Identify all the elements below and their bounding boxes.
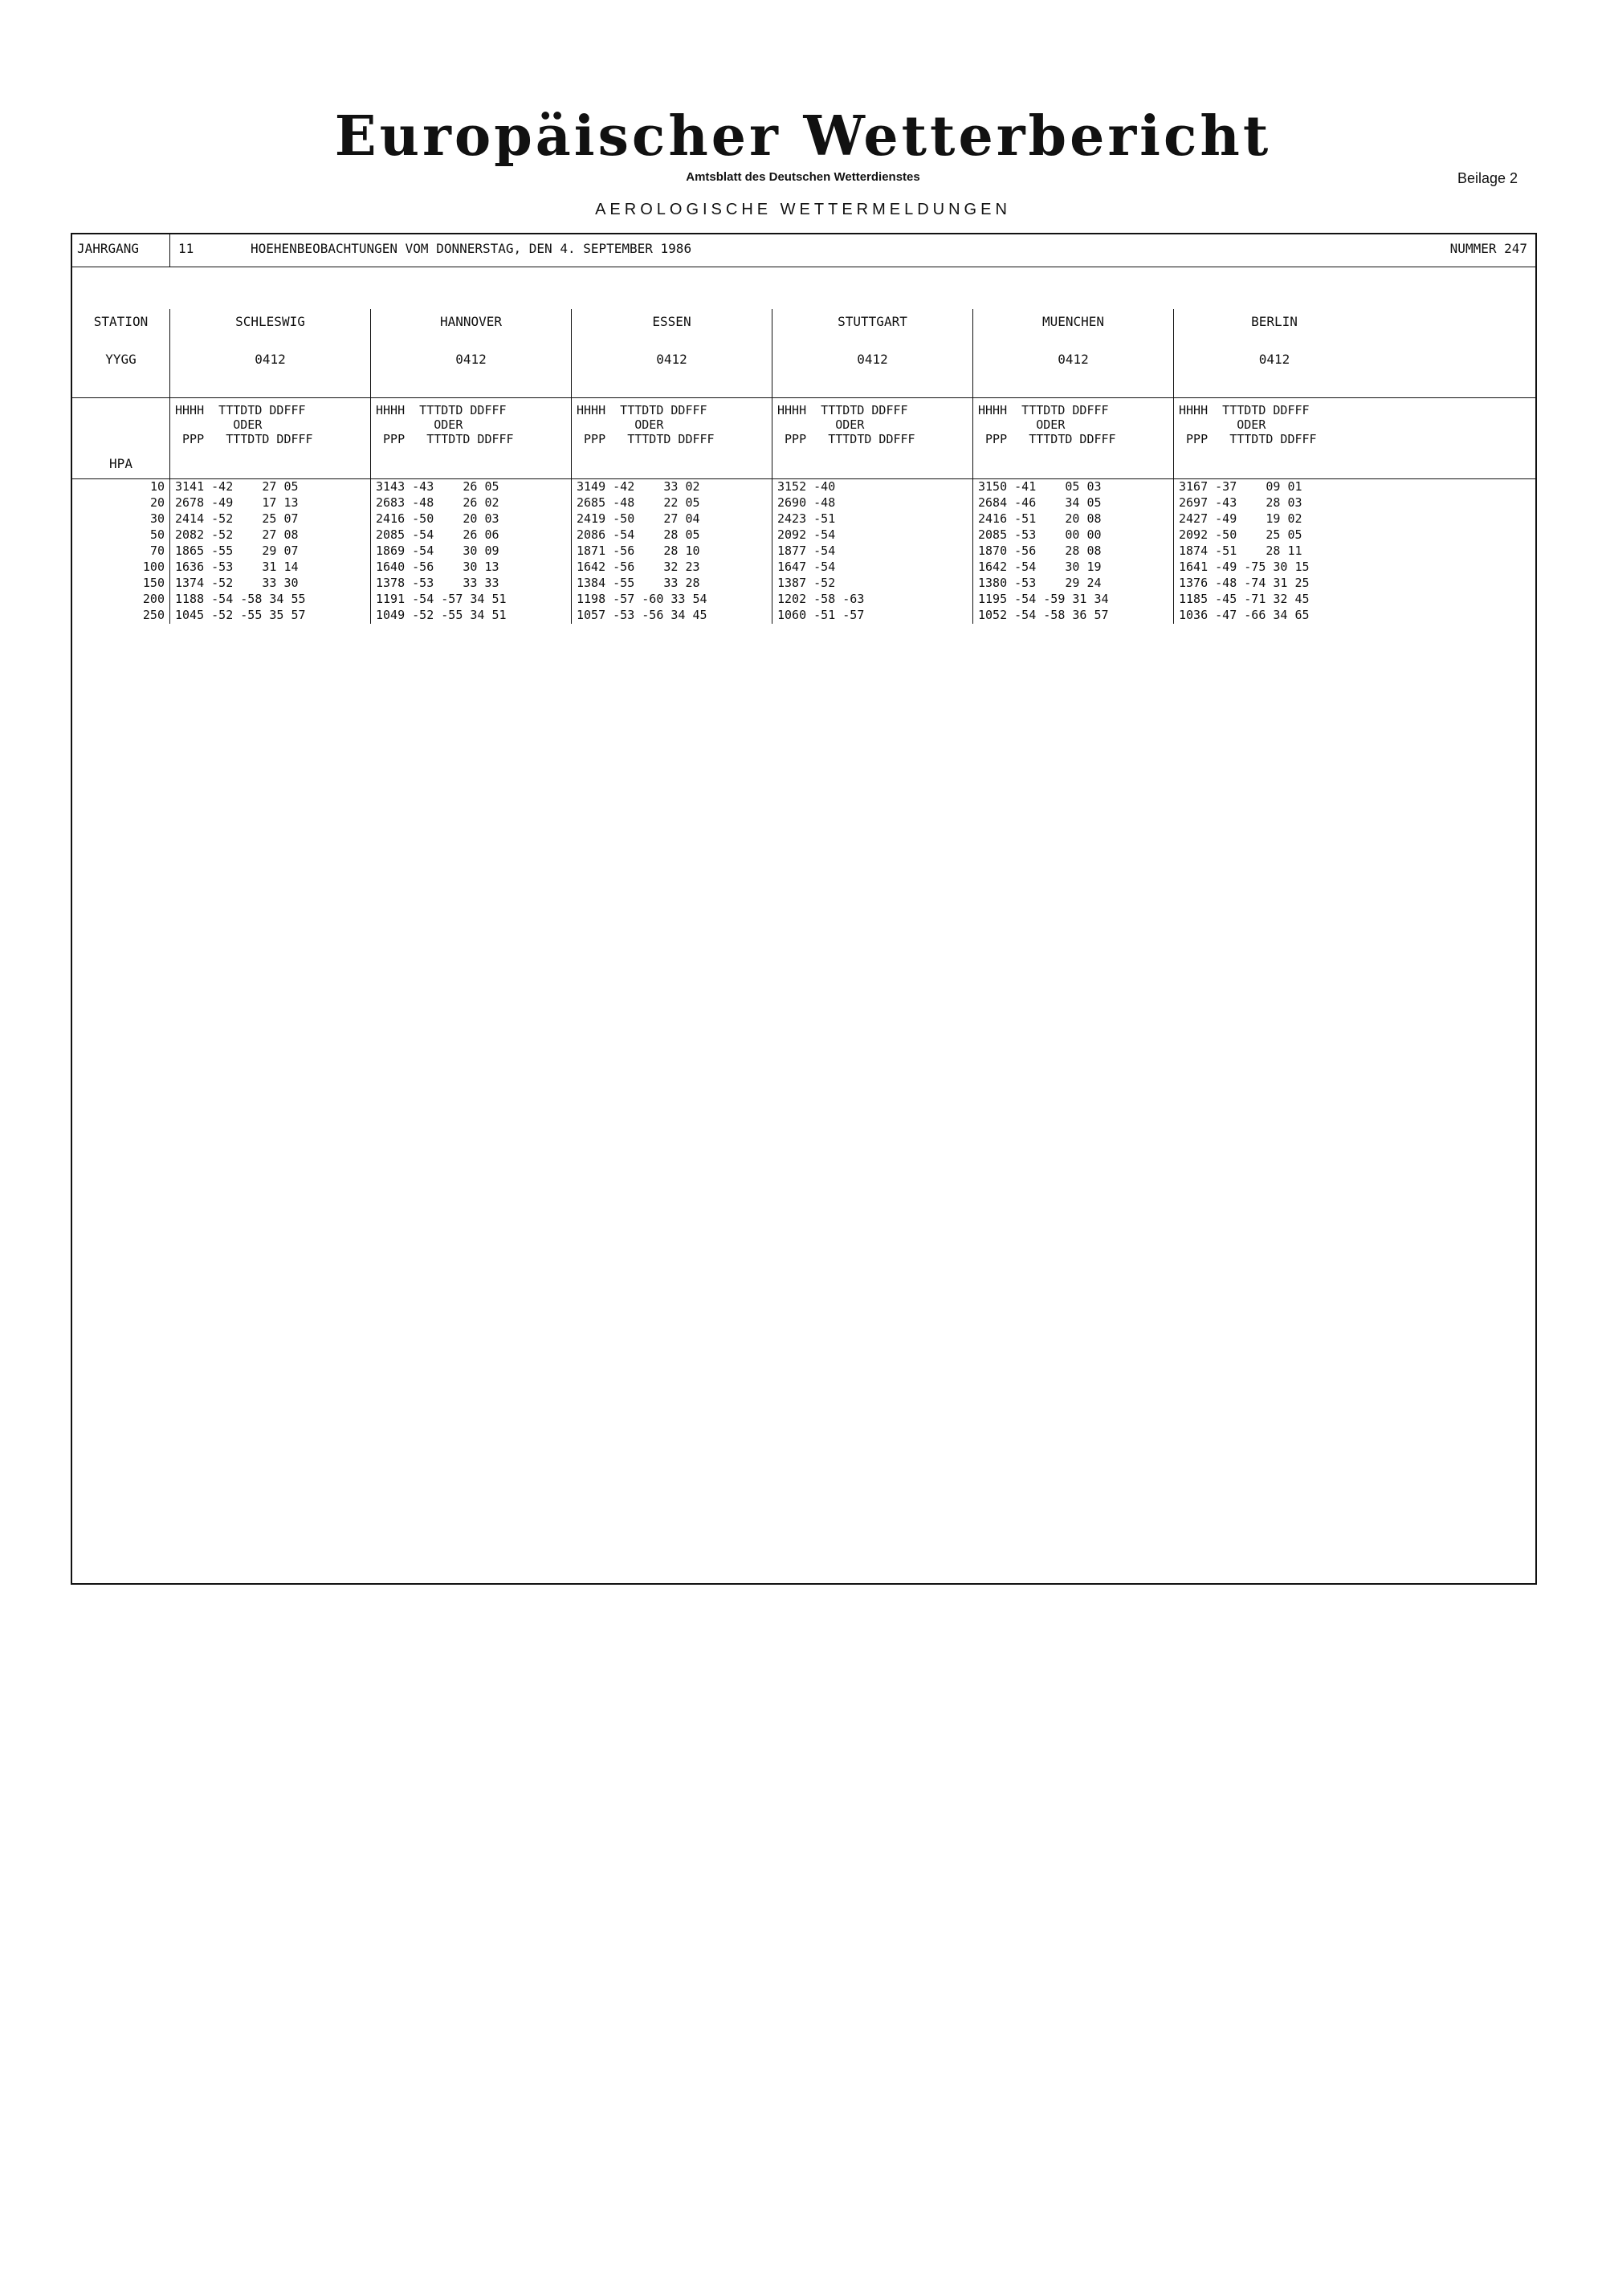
table-cell: 1387 -52 (772, 576, 973, 592)
section-title: AEROLOGISCHE WETTERMELDUNGEN (595, 201, 1011, 218)
table-cell: 2092 -50 25 05 (1179, 527, 1302, 542)
table-cell: 2685 -48 22 05 (572, 495, 772, 511)
data-table (71, 233, 1537, 1585)
table-row (72, 527, 1535, 543)
yygg-label: YYGG (105, 352, 137, 367)
table-row (72, 592, 1535, 608)
supplement-label: Beilage 2 (1457, 170, 1518, 186)
table-cell: 1647 -54 (772, 560, 973, 576)
table-cell: 1636 -53 31 14 (170, 560, 371, 576)
pressure-level: 10 (72, 479, 170, 495)
table-cell: 1191 -54 -57 34 51 (371, 592, 572, 608)
hpa-label: HPA (72, 398, 170, 478)
station-name: SCHLESWIG (235, 314, 305, 329)
table-cell: 2086 -54 28 05 (572, 527, 772, 543)
table-row (72, 608, 1535, 624)
table-cell: 2427 -49 19 02 (1179, 511, 1302, 526)
table-cell: 1874 -51 28 11 (1179, 543, 1302, 558)
table-cell: 1871 -56 28 10 (572, 543, 772, 560)
table-cell: 2414 -52 25 07 (170, 511, 371, 527)
table-cell: 2082 -52 27 08 (170, 527, 371, 543)
pressure-level: 150 (72, 576, 170, 592)
station-yygg: 0412 (857, 352, 888, 367)
table-cell: 1865 -55 29 07 (170, 543, 371, 560)
table-cell: 1036 -47 -66 34 65 (1179, 608, 1310, 622)
pressure-level: 100 (72, 560, 170, 576)
table-headline (72, 234, 1535, 267)
column-header: HHHH TTTDTD DDFFF ODER PPP TTTDTD DDFFF (772, 398, 973, 478)
table-cell: 2085 -53 00 00 (973, 527, 1174, 543)
station-columns (170, 309, 1375, 397)
table-cell: 1060 -51 -57 (772, 608, 973, 624)
table-cell: 1195 -54 -59 31 34 (973, 592, 1174, 608)
station-name: MUENCHEN (1041, 314, 1105, 329)
table-cell: 2416 -50 20 03 (371, 511, 572, 527)
pressure-level: 70 (72, 543, 170, 560)
station-name: STUTTGART (838, 314, 907, 329)
table-cell: 1188 -54 -58 34 55 (170, 592, 371, 608)
table-cell: 1202 -58 -63 (772, 592, 973, 608)
table-cell: 1642 -54 30 19 (973, 560, 1174, 576)
pressure-level: 20 (72, 495, 170, 511)
table-cell: 1384 -55 33 28 (572, 576, 772, 592)
table-cell: 2423 -51 (772, 511, 973, 527)
station-yygg: 0412 (1258, 352, 1290, 367)
column-headers (170, 398, 1375, 478)
pressure-level: 30 (72, 511, 170, 527)
table-row (72, 479, 1535, 495)
report-subtitle: Amtsblatt des Deutschen Wetterdienstes (686, 170, 920, 184)
station-name: BERLIN (1251, 314, 1298, 329)
station-column (170, 309, 371, 397)
table-cell: 1642 -56 32 23 (572, 560, 772, 576)
station-column (572, 309, 772, 397)
table-cell: 2684 -46 34 05 (973, 495, 1174, 511)
station-yygg: 0412 (656, 352, 687, 367)
table-cell: 1870 -56 28 08 (973, 543, 1174, 560)
table-cell: 2683 -48 26 02 (371, 495, 572, 511)
table-cell: 3150 -41 05 03 (973, 479, 1174, 495)
column-header: HHHH TTTDTD DDFFF ODER PPP TTTDTD DDFFF (170, 398, 371, 478)
pressure-level: 200 (72, 592, 170, 608)
station-name: ESSEN (652, 314, 691, 329)
table-cell: 1378 -53 33 33 (371, 576, 572, 592)
column-header: HHHH TTTDTD DDFFF ODER PPP TTTDTD DDFFF (973, 398, 1174, 478)
table-cell: 2678 -49 17 13 (170, 495, 371, 511)
table-cell: 2419 -50 27 04 (572, 511, 772, 527)
table-cell: 2085 -54 26 06 (371, 527, 572, 543)
table-cell: 2697 -43 28 03 (1179, 495, 1302, 510)
table-cell: 3152 -40 (772, 479, 973, 495)
station-row (72, 309, 1535, 398)
jahrgang-label: JAHRGANG (72, 234, 170, 267)
table-cell: 1380 -53 29 24 (973, 576, 1174, 592)
table-cell: 3149 -42 33 02 (572, 479, 772, 495)
table-cell: 1185 -45 -71 32 45 (1179, 592, 1310, 606)
column-header: HHHH TTTDTD DDFFF ODER PPP TTTDTD DDFFF (371, 398, 572, 478)
table-cell: 3143 -43 26 05 (371, 479, 572, 495)
table-cell: 1045 -52 -55 35 57 (170, 608, 371, 624)
column-header-row (72, 398, 1535, 479)
table-cell: 1869 -54 30 09 (371, 543, 572, 560)
pressure-level-rows (72, 479, 1535, 624)
column-header: HHHH TTTDTD DDFFF ODER PPP TTTDTD DDFFF (1179, 403, 1317, 446)
station-yygg: 0412 (255, 352, 286, 367)
table-cell: 1641 -49 -75 30 15 (1179, 560, 1310, 574)
report-title: Europäischer Wetterbericht (334, 104, 1272, 169)
table-cell: 1198 -57 -60 33 54 (572, 592, 772, 608)
station-yygg: 0412 (455, 352, 487, 367)
station-name: HANNOVER (439, 314, 503, 329)
station-column (371, 309, 572, 397)
pressure-level: 250 (72, 608, 170, 624)
issue-number: NUMMER 247 (1449, 241, 1527, 256)
table-row (72, 576, 1535, 592)
table-row (72, 495, 1535, 511)
table-cell: 1049 -52 -55 34 51 (371, 608, 572, 624)
table-cell: 1877 -54 (772, 543, 973, 560)
station-column (973, 309, 1174, 397)
table-cell: 1052 -54 -58 36 57 (973, 608, 1174, 624)
station-column (1174, 309, 1375, 397)
station-column (772, 309, 973, 397)
table-row (72, 560, 1535, 576)
table-row (72, 543, 1535, 560)
table-cell: 2690 -48 (772, 495, 973, 511)
station-label: STATION (93, 314, 149, 329)
table-cell: 2092 -54 (772, 527, 973, 543)
table-row (72, 511, 1535, 527)
table-cell: 1374 -52 33 30 (170, 576, 371, 592)
table-cell: 3141 -42 27 05 (170, 479, 371, 495)
jahrgang-value: 11 (178, 241, 194, 256)
table-cell: 3167 -37 09 01 (1179, 479, 1302, 494)
pressure-level: 50 (72, 527, 170, 543)
table-cell: 2416 -51 20 08 (973, 511, 1174, 527)
column-header: HHHH TTTDTD DDFFF ODER PPP TTTDTD DDFFF (572, 398, 772, 478)
station-label-cell (72, 309, 170, 397)
observation-date: HOEHENBEOBACHTUNGEN VOM DONNERSTAG, DEN 4. SEPTEMBER 1986 (251, 241, 692, 256)
table-cell: 1057 -53 -56 34 45 (572, 608, 772, 624)
table-cell: 1640 -56 30 13 (371, 560, 572, 576)
station-yygg: 0412 (1058, 352, 1089, 367)
table-cell: 1376 -48 -74 31 25 (1179, 576, 1310, 590)
